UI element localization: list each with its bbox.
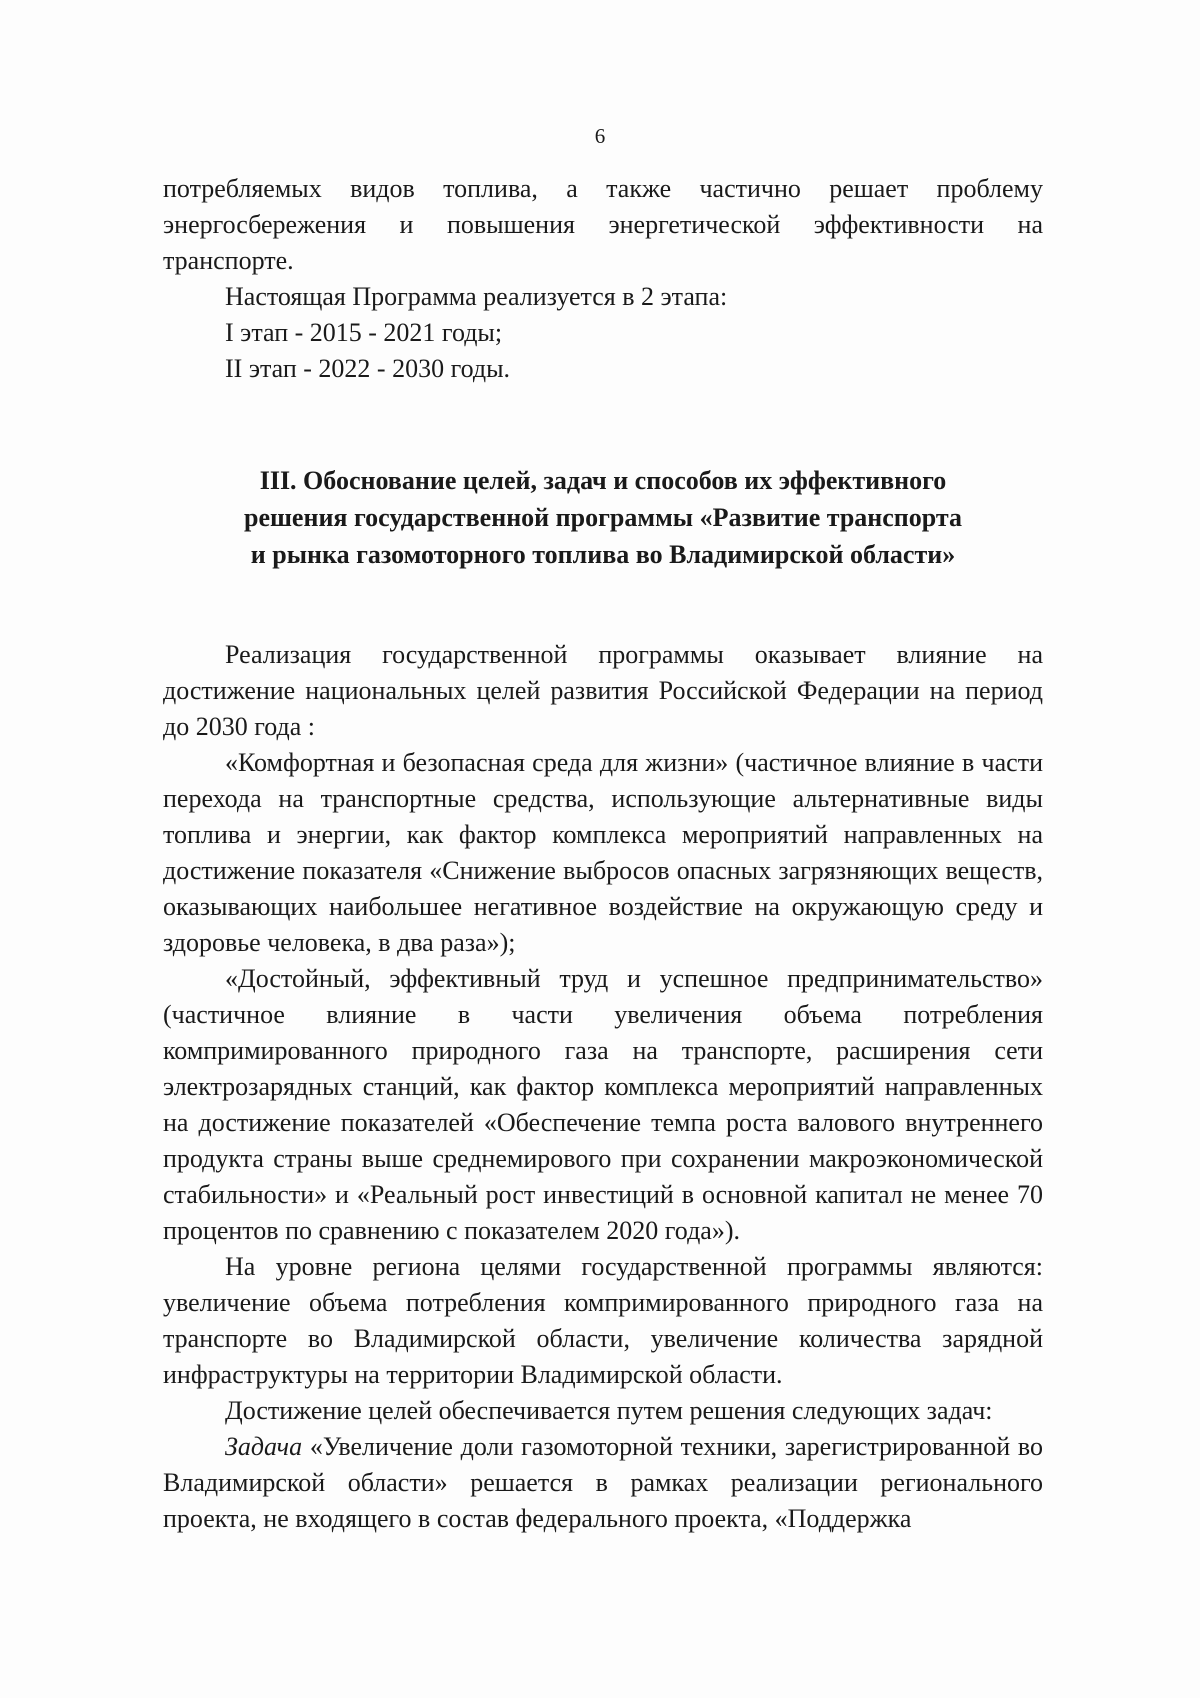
paragraph-comfortable-environment: «Комфортная и безопасная среда для жизни» (частичное влияние в части перехода на транспортные средства, использующие альтернативные виды топлива и энергии, как фактор комплекса мероприятий направленных на достижение показателя «Снижение выбросов опасных загрязняющих веществ, оказывающих наибольшее негативное воздействие на окружающую среду и здоровье человека, в два раза»);	[163, 748, 1043, 957]
section-heading	[163, 462, 1043, 573]
paragraph-task-1	[163, 1429, 1043, 1537]
task-label: Задача	[225, 1432, 303, 1461]
section-heading-line-3: и рынка газомоторного топлива во Владимирской области»	[250, 540, 956, 569]
paragraph-national-goals: Реализация государственной программы оказывает влияние на достижение национальных целей развития Российской Федерации на период до 2030 года :	[163, 640, 1043, 741]
section-heading-line-2: решения государственной программы «Развитие транспорта	[243, 503, 962, 532]
paragraph-stages-intro: Настоящая Программа реализуется в 2 этапа:	[225, 282, 728, 311]
task-text: «Увеличение доли газомоторной техники, зарегистрированной во Владимирской области» решается в рамках реализации регионального проекта, не входящего в состав федерального проекта, «Поддержка	[163, 1432, 1043, 1533]
stage-2-item: II этап - 2022 - 2030 годы.	[225, 354, 511, 383]
page-number: 6	[594, 124, 606, 148]
body-block	[163, 637, 1043, 1537]
stage-1-item: I этап - 2015 - 2021 годы;	[225, 318, 503, 347]
intro-block	[163, 171, 1043, 387]
paragraph-regional-goals: На уровне региона целями государственной программы являются: увеличение объема потребления компримированного природного газа на транспорте во Владимирской области, увеличение количества зарядной инфраструктуры на территории Владимирской области.	[163, 1252, 1043, 1389]
paragraph-decent-work: «Достойный, эффективный труд и успешное предпринимательство» (частичное влияние в части увеличения объема потребления компримированного природного газа на транспорте, расширения сети электрозарядных станций, как фактор комплекса мероприятий направленных на достижение показателей «Обеспечение темпа роста валового внутреннего продукта страны выше среднемирового при сохранении макроэкономической стабильности» и «Реальный рост инвестиций в основной капитал не менее 70 процентов по сравнению с показателем 2020 года»).	[163, 964, 1043, 1245]
paragraph-tasks-intro: Достижение целей обеспечивается путем решения следующих задач:	[225, 1396, 993, 1425]
section-heading-line-1: III. Обоснование целей, задач и способов их эффективного	[259, 466, 947, 495]
paragraph-continuation: потребляемых видов топлива, а также частично решает проблему энергосбережения и повышения энергетической эффективности на транспорте.	[163, 174, 1043, 275]
